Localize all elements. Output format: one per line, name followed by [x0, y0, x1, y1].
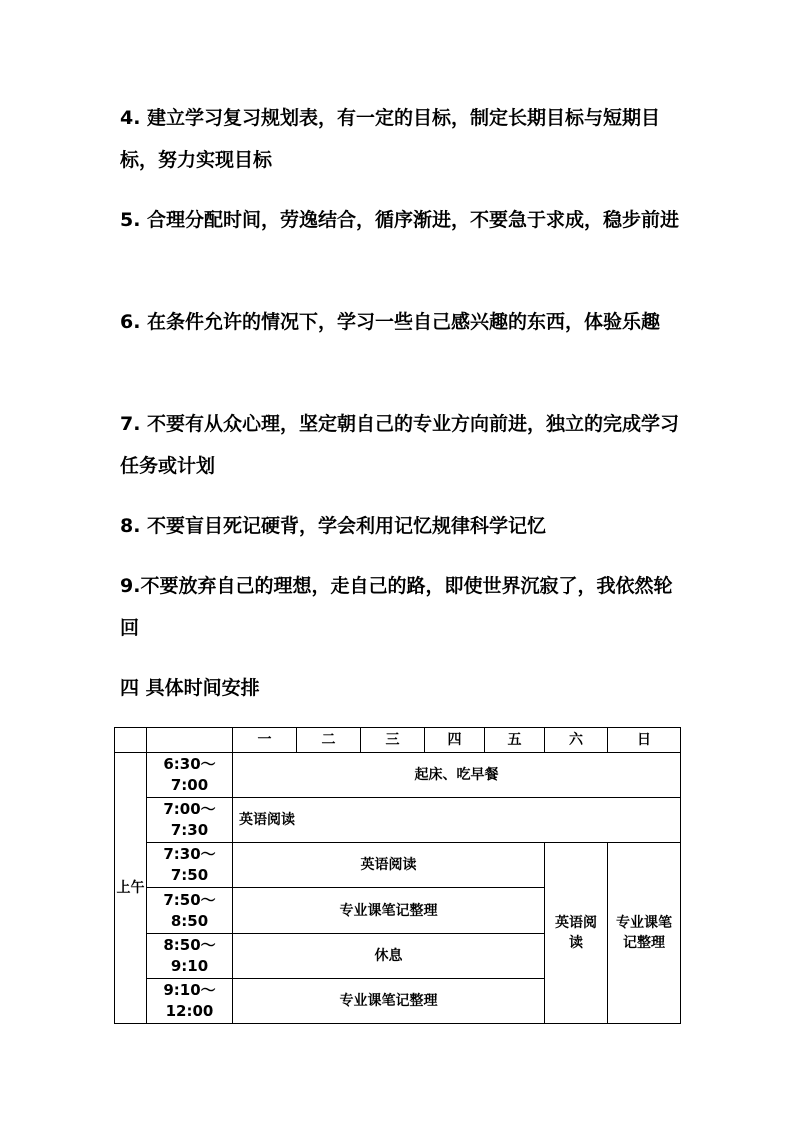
corner-cell	[115, 728, 147, 753]
saturday-cell: 英语阅读	[545, 843, 608, 1024]
time-cell: 8:50～9:10	[147, 934, 233, 979]
table-row	[115, 843, 681, 888]
day-header: 三	[361, 728, 425, 753]
activity-cell: 专业课笔记整理	[233, 979, 545, 1024]
time-cell: 6:30～7:00	[147, 753, 233, 798]
day-header: 五	[485, 728, 545, 753]
time-cell: 7:50～8:50	[147, 888, 233, 934]
sunday-cell: 专业课笔记整理	[608, 843, 681, 1024]
paragraph-6: 6. 在条件允许的情况下，学习一些自己感兴趣的东西，体验乐趣	[120, 311, 661, 333]
paragraph-8: 8. 不要盲目死记硬背，学会利用记忆规律科学记忆	[120, 515, 547, 537]
schedule-table	[114, 727, 681, 1024]
activity-cell: 休息	[233, 934, 545, 979]
activity-cell: 英语阅读	[233, 843, 545, 888]
time-cell: 9:10～12:00	[147, 979, 233, 1024]
table-row	[115, 753, 681, 798]
activity-cell: 英语阅读	[233, 798, 681, 843]
paragraph-5: 5. 合理分配时间，劳逸结合，循序渐进，不要急于求成，稳步前进	[120, 209, 680, 231]
paragraph-7: 7. 不要有从众心理，坚定朝自己的专业方向前进，独立的完成学习任务或计划	[120, 413, 680, 477]
table-row	[115, 798, 681, 843]
time-cell: 7:30～7:50	[147, 843, 233, 888]
day-header: 日	[608, 728, 681, 753]
section-title: 四 具体时间安排	[120, 677, 260, 699]
time-cell: 7:00～7:30	[147, 798, 233, 843]
header-row	[115, 728, 681, 753]
paragraph-4: 4. 建立学习复习规划表，有一定的目标，制定长期目标与短期目标，努力实现目标	[120, 107, 661, 171]
corner-cell	[147, 728, 233, 753]
period-cell: 上午	[115, 753, 147, 1024]
paragraph-9: 9.不要放弃自己的理想，走自己的路，即使世界沉寂了，我依然轮回	[120, 575, 673, 639]
day-header: 六	[545, 728, 608, 753]
activity-cell: 专业课笔记整理	[233, 888, 545, 934]
activity-cell: 起床、吃早餐	[233, 753, 681, 798]
day-header: 四	[425, 728, 485, 753]
day-header: 二	[297, 728, 361, 753]
day-header: 一	[233, 728, 297, 753]
